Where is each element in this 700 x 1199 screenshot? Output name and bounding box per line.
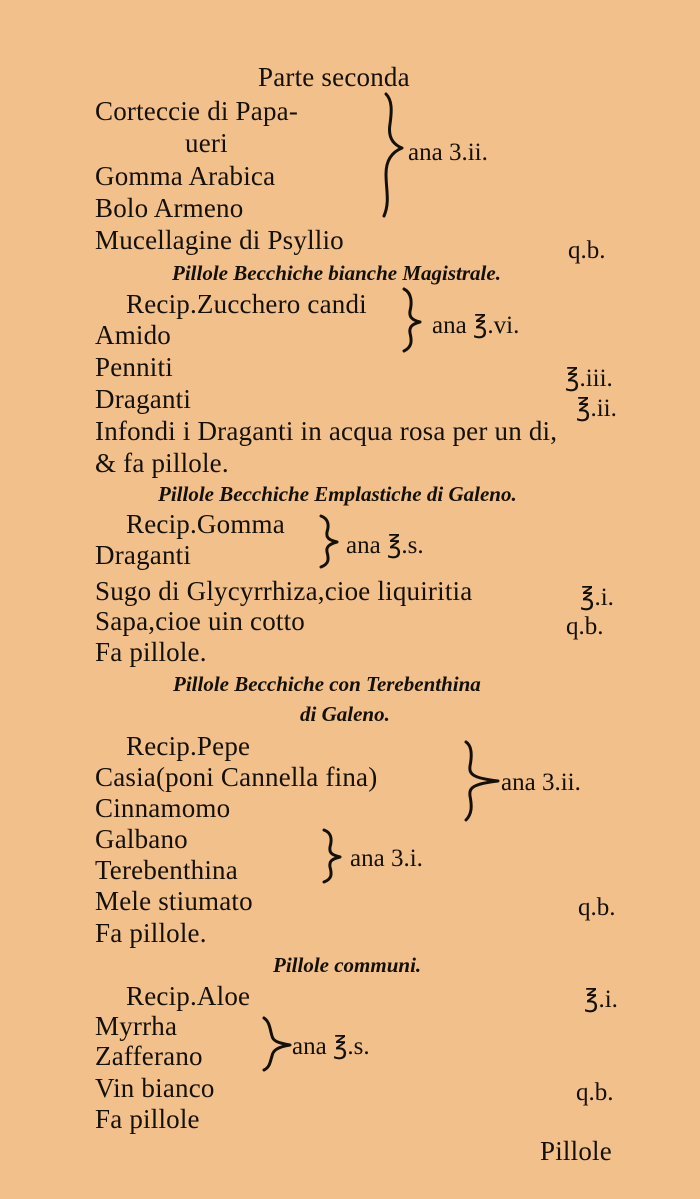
amount: ana ℥.s. [292, 1033, 370, 1060]
ingredient-line: Terebenthina [95, 855, 238, 885]
ingredient-line: Fa pillole [95, 1104, 200, 1134]
recipe-title: Pillole Becchiche Emplastiche di Galeno. [158, 482, 517, 506]
ingredient-line: Zafferano [95, 1041, 203, 1071]
ingredient-line: Recip.Zucchero candi [126, 289, 367, 319]
ingredient-line: Cinnamomo [95, 793, 231, 823]
amount: ana ℥.s. [346, 532, 424, 559]
ingredient-line: Sapa,cioe uin cotto [95, 606, 305, 636]
ingredient-line: ueri [185, 128, 228, 158]
amount: ℥.ii. [576, 395, 617, 422]
catchword: Pillole [540, 1136, 612, 1166]
ingredient-line: & fa pillole. [95, 448, 229, 478]
ingredient-line: Recip.Pepe [126, 731, 251, 761]
ingredient-line: Draganti [95, 384, 192, 414]
ingredient-line: Sugo di Glycyrrhiza,cioe liquiritia [95, 576, 473, 606]
ingredient-line: Recip.Gomma [126, 509, 285, 539]
recipe-title: Pillole communi. [273, 953, 422, 977]
ingredient-line: Myrrha [95, 1011, 178, 1041]
recipe-title: Pillole Becchiche bianche Magistrale. [172, 261, 501, 285]
ingredient-line: Casia(poni Cannella fina) [95, 762, 378, 792]
amount: ℥.i. [580, 584, 614, 611]
ingredient-line: Infondi i Draganti in acqua rosa per un di, [95, 416, 558, 446]
amount: q.b. [566, 613, 604, 640]
ingredient-line: Mele stiumato [95, 886, 253, 916]
curly-brace-icon [398, 285, 428, 355]
curly-brace-icon [378, 90, 408, 220]
amount: ana 3.ii. [501, 769, 581, 796]
ingredient-line: Corteccie di Papa- [95, 96, 299, 126]
amount: q.b. [576, 1079, 614, 1106]
curly-brace-icon [258, 1014, 294, 1074]
curly-brace-icon [318, 826, 348, 886]
recipe-title: Pillole Becchiche con Terebenthina [173, 672, 481, 696]
ingredient-line: Fa pillole. [95, 918, 207, 948]
ingredient-line: Galbano [95, 824, 188, 854]
curly-brace-icon [315, 512, 345, 570]
recipe-title: di Galeno. [300, 702, 390, 726]
amount: ana ℥.vi. [432, 312, 520, 339]
ingredient-line: Penniti [95, 352, 173, 382]
amount: ℥.i. [584, 986, 618, 1013]
running-head: Parte seconda [258, 62, 410, 92]
amount: q.b. [568, 237, 606, 264]
ingredient-line: Gomma Arabica [95, 161, 276, 191]
amount: q.b. [578, 894, 616, 921]
ingredient-line: Amido [95, 320, 172, 350]
curly-brace-icon [458, 738, 502, 824]
ingredient-line: Bolo Armeno [95, 193, 244, 223]
ingredient-line: Mucellagine di Psyllio [95, 225, 344, 255]
amount: ℥.iii. [565, 365, 613, 392]
amount: ana 3.i. [350, 845, 423, 872]
amount: ana 3.ii. [408, 139, 488, 166]
ingredient-line: Recip.Aloe [126, 981, 251, 1011]
ingredient-line: Vin bianco [95, 1073, 215, 1103]
ingredient-line: Fa pillole. [95, 637, 207, 667]
ingredient-line: Draganti [95, 540, 192, 570]
